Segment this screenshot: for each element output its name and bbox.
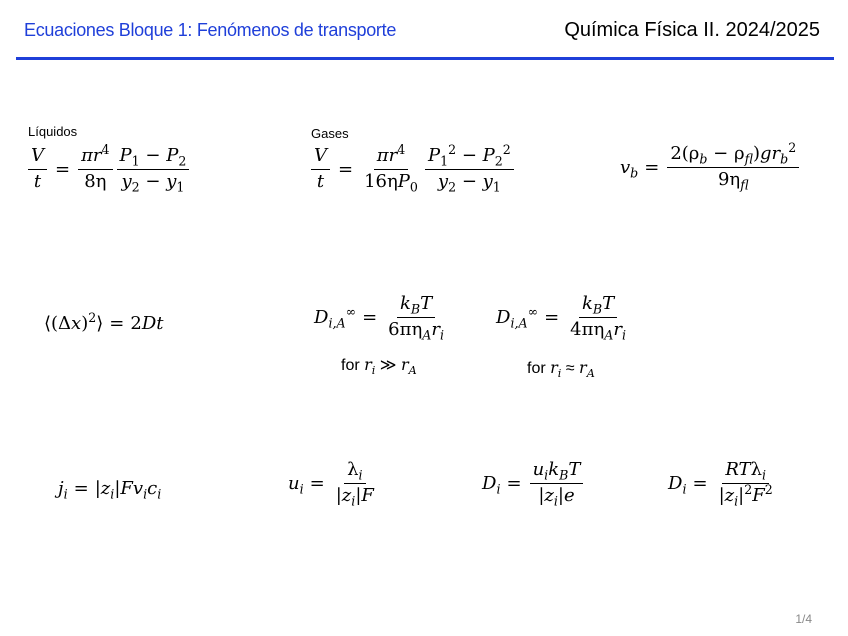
condition-small-solute: for $r_i$ ≫ $r_A$ bbox=[341, 355, 417, 378]
equation-poiseuille-gas: $\frac{V}{t}$ = $\frac{\pi r^4}{16\eta P_0}$ $\frac{P_1^2 - P_2^2}{y_2 - y_1}$ bbox=[309, 146, 516, 192]
page-number: 1/4 bbox=[795, 612, 812, 626]
label-gases: Gases bbox=[311, 126, 349, 141]
equation-einstein-diffusion: $⟨(\Delta x)^2⟩$ = 2Dt bbox=[44, 310, 164, 334]
equation-diffusion-conductivity: $D_i$ = $\frac{RT\lambda_i}{|z_i|^2F^2}$ bbox=[668, 459, 773, 509]
equation-stokes-velocity: $v_b$ = $\frac{2(\rho_b - \rho_{fl})gr_b^2}{9\eta_{fl}}$ bbox=[620, 144, 801, 190]
equation-stokes-einstein-4pi: $D_{i,A}^\infty$ = $\frac{k_BT}{4\pi\eta_Ar_i}$ bbox=[496, 293, 626, 343]
equation-mobility: $u_i$ = $\frac{\lambda_i}{|z_i|F}$ bbox=[288, 459, 374, 509]
equation-diffusion-mobility: $D_i$ = $\frac{u_ik_BT}{|z_i|e}$ bbox=[482, 460, 585, 506]
equation-poiseuille-liquid: $\frac{V}{t}$ = $\frac{\pi r^4}{8\eta}$ $\frac{P_1 - P_2}{y_2 - y_1}$ bbox=[26, 146, 191, 192]
course-title: Química Física II. 2024/2025 bbox=[564, 19, 820, 41]
condition-similar-size: for $r_i \approx r_A$ bbox=[527, 358, 595, 381]
equation-flux: $j_i$ = $|z_i|Fv_ic_i$ bbox=[58, 478, 162, 502]
document-title: Ecuaciones Bloque 1: Fenómenos de transporte bbox=[24, 20, 397, 40]
header-rule bbox=[16, 57, 834, 60]
equation-stokes-einstein-6pi: $D_{i,A}^\infty$ = $\frac{k_BT}{6\pi\eta_Ar_i}$ bbox=[314, 293, 444, 343]
label-liquids: Líquidos bbox=[28, 124, 78, 139]
